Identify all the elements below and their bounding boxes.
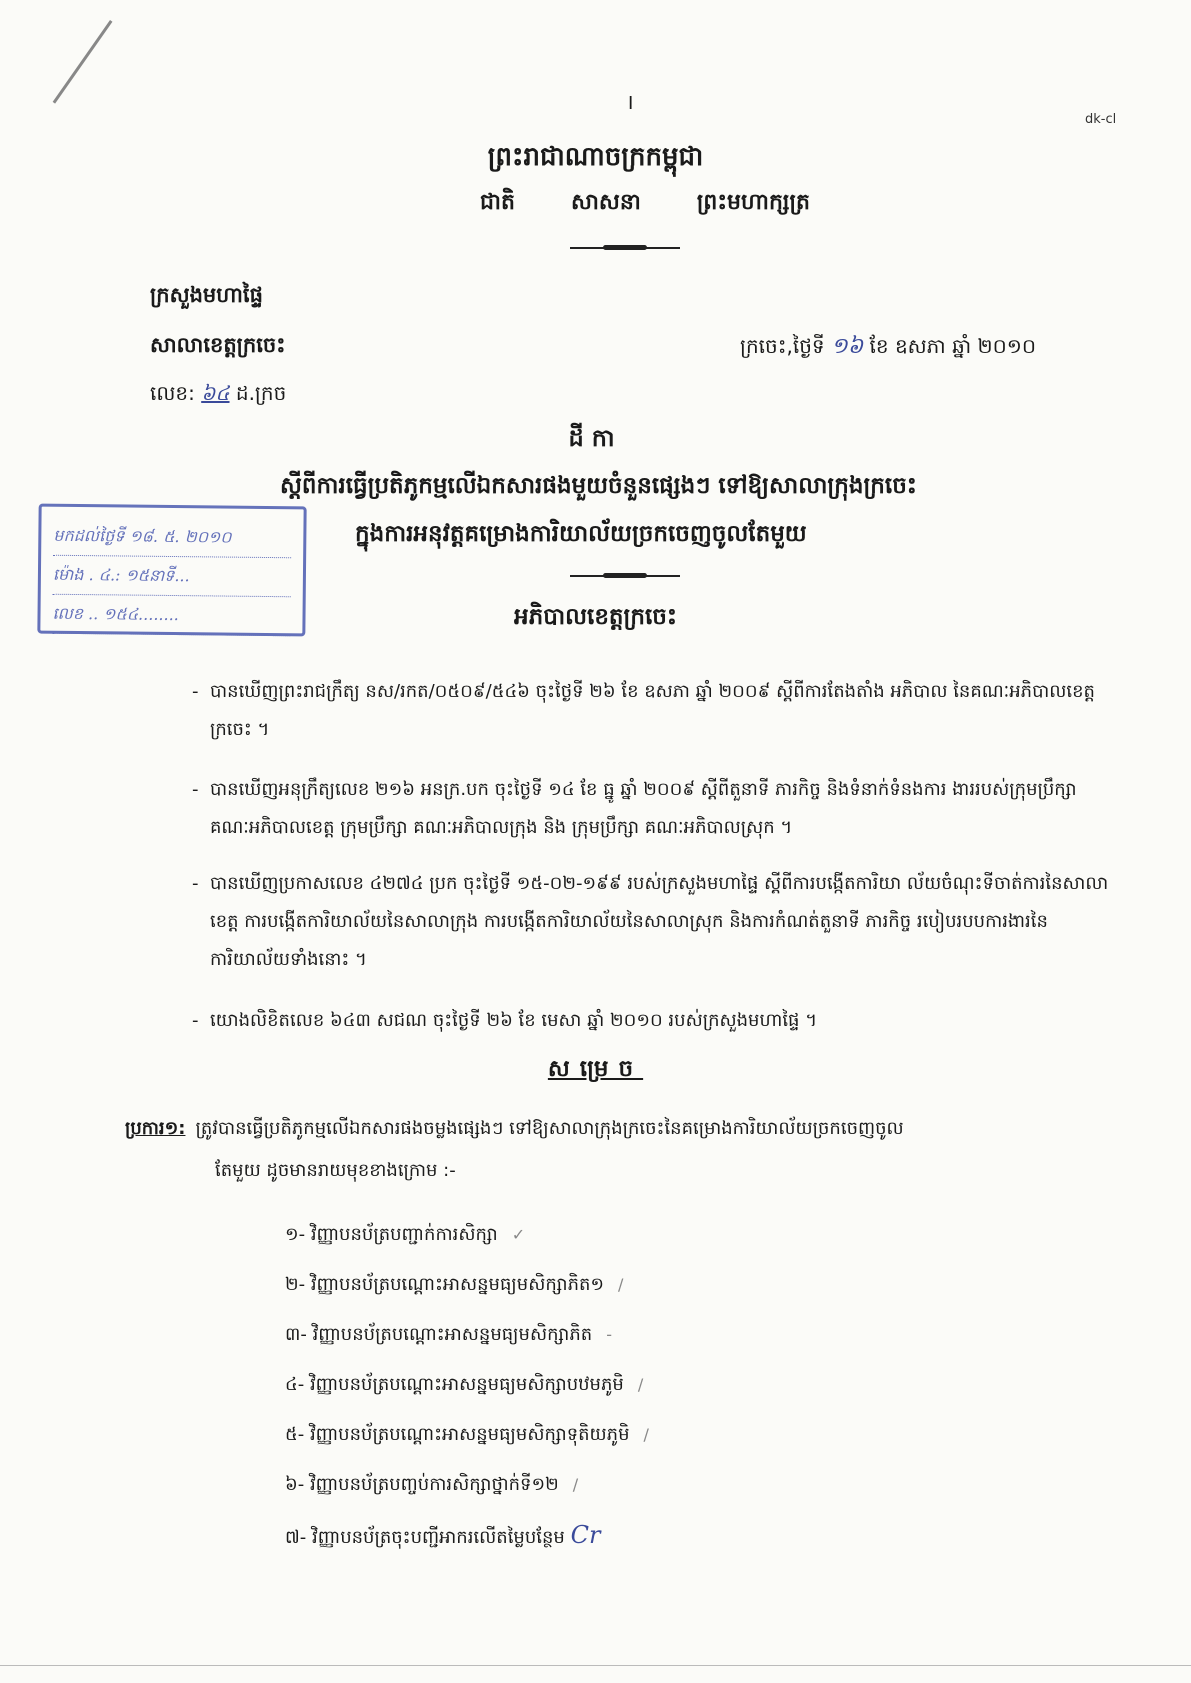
kingdom-heading: ព្រះរាជាណាចក្រកម្ពុជា [487, 142, 704, 172]
national-motto [480, 188, 810, 220]
list-item: ១- វិញ្ញាបនប័ត្របញ្ជាក់ការសិក្សា ✓ [285, 1224, 526, 1245]
clause-4: - យោងលិខិតលេខ ៦៤៣ សជណ ចុះថ្ងៃទី ២៦ ខែ មេសា ឆ្នាំ ២០១០ របស់ក្រសួងមហាផ្ទៃ ។ [192, 1010, 818, 1031]
signature-initials: Cr [570, 1521, 601, 1549]
page-number: I [628, 93, 634, 114]
list-item: ២- វិញ្ញាបនប័ត្របណ្ដោះអាសន្នមធ្យមសិក្សាភិត១ / [285, 1274, 624, 1295]
clause-3: - បានឃើញប្រកាសលេខ ៤២៧៤ ប្រក ចុះថ្ងៃទី ១៥-០២-១៩៩ របស់ក្រសួងមហាផ្ទៃ ស្ដីពីការបង្កើតការិយា ល័យចំណុះទីចាត់ការនៃសាលាខេត្ត ការបង្កើតការិយាល័យនៃសាលាក្រុង ការបង្កើតការិយាល័យនៃសាលាស្រុក និងការកំណត់តួនាទី ភារកិច្ច របៀបរបបការងារនៃការិយាល័យទាំងនោះ ។ [192, 873, 1109, 970]
motto-king: ព្រះមហាក្សត្រ [696, 190, 810, 215]
stamp-number: លេខ .. ១៥៤........ [52, 595, 290, 636]
article-1: ប្រការ១: ត្រូវបានធ្វើប្រតិភូកម្មលើឯកសារផងចម្លងផ្សេងៗ ទៅឱ្យសាលាក្រុងក្រចេះនៃគម្រោងការិយាល័យច្រកចេញចូល តែមួយ ដូចមានរាយមុខខាងក្រោម :- [125, 1118, 904, 1181]
list-item: ៧- វិញ្ញាបនប័ត្រចុះបញ្ជីអាករលើតម្លៃបន្ថែម Cr [285, 1521, 601, 1549]
ministry-name: ក្រសួងមហាផ្ទៃ [150, 283, 263, 307]
heading-divider [570, 247, 680, 249]
subject-divider [570, 575, 680, 577]
handwritten-ref-number: ៦៤ [201, 381, 230, 405]
page-bottom-edge [0, 1665, 1191, 1666]
article-1-label: ប្រការ១: [125, 1118, 186, 1139]
clause-1: - បានឃើញព្រះរាជក្រឹត្យ នស/រកត/០៥០៩/៥៤៦ ចុះថ្ងៃទី ២៦ ខែ ឧសភា ឆ្នាំ ២០០៩ ស្ដីពីការតែងតាំង អភិបាល នៃគណៈអភិបាលខេត្តក្រចេះ ។ [192, 681, 1095, 740]
list-item: ៦- វិញ្ញាបនប័ត្របញ្ចប់ការសិក្សាថ្នាក់ទី១២ / [285, 1474, 579, 1495]
motto-nation: ជាតិ [480, 190, 515, 215]
province-hall: សាលាខេត្តក្រចេះ [150, 333, 286, 357]
list-item: ៣- វិញ្ញាបនប័ត្របណ្ដោះអាសន្នមធ្យមសិក្សាភិត - [285, 1324, 612, 1345]
governor-title: អភិបាលខេត្តក្រចេះ [514, 604, 677, 630]
reference-number: លេខ: ៦៤ ដ.ក្រច [150, 381, 287, 405]
corner-code: dk-cl [1085, 112, 1117, 127]
document-date: ក្រចេះ,ថ្ងៃទី ១៦ ខែ ឧសភា ឆ្នាំ ២០១០ [740, 334, 1037, 359]
stamp-date: មកដល់ថ្ងៃទី ១៨. ៥. ២០១០ [53, 517, 291, 558]
list-item: ៤- វិញ្ញាបនប័ត្របណ្ដោះអាសន្នមធ្យមសិក្សាបឋមភូមិ / [285, 1374, 644, 1395]
document-type: ដីកា [568, 424, 623, 452]
document-list [285, 1210, 649, 1560]
clause-2: - បានឃើញអនុក្រឹត្យលេខ ២១៦ អនក្រ.បក ចុះថ្ងៃទី ១៤ ខែ ធ្នូ ឆ្នាំ ២០០៩ ស្ដីពីតួនាទី ភារកិច្ច និងទំនាក់ទំនងការ ងាររបស់ក្រុមប្រឹក្សា គណៈអភិបាលខេត្ត ក្រុមប្រឹក្សា គណៈអភិបាលក្រុង និង ក្រុមប្រឹក្សា គណៈអភិបាលស្រុក ។ [192, 779, 1077, 838]
motto-religion: សាសនា [570, 190, 641, 215]
subject-line-1: ស្ដីពីការធ្វើប្រតិភូកម្មលើឯកសារផងមួយចំនួនផ្សេងៗ ទៅឱ្យសាលាក្រុងក្រចេះ [280, 473, 917, 499]
handwritten-day: ១៦ [830, 334, 864, 359]
pen-stroke-mark [53, 20, 113, 104]
list-item: ៥- វិញ្ញាបនប័ត្របណ្ដោះអាសន្នមធ្យមសិក្សាទុតិយភូមិ / [285, 1424, 649, 1445]
subject-line-2: ក្នុងការអនុវត្តគម្រោងការិយាល័យច្រកចេញចូលតែមួយ [355, 521, 807, 547]
stamp-time: ម៉ោង . ៤.: ១៥នាទី... [53, 556, 291, 597]
decision-heading: សម្រេច [547, 1056, 644, 1082]
